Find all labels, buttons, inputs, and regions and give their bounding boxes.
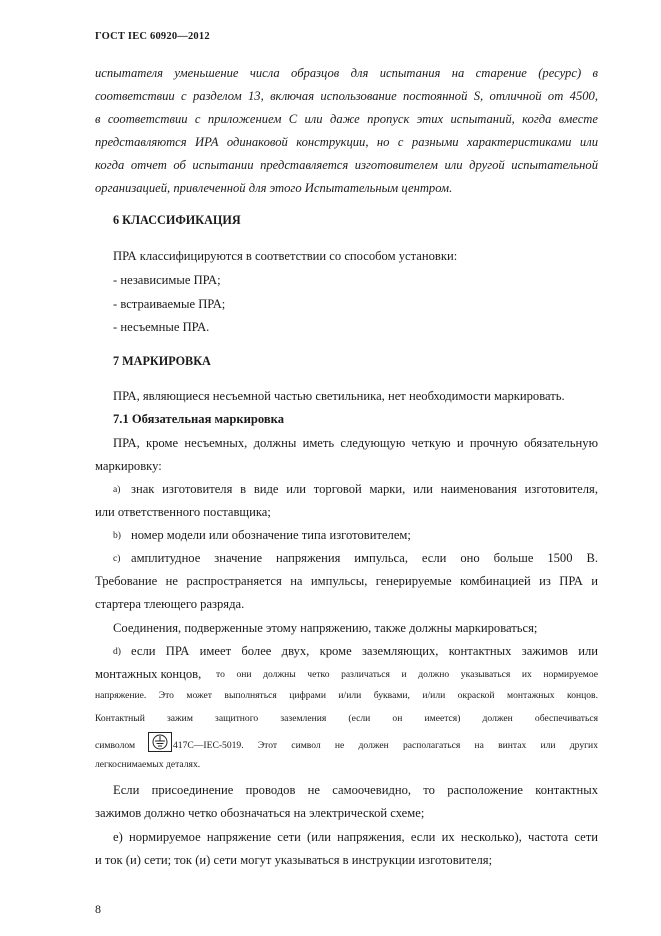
subsection-7-1-title: 7.1 Обязательная маркировка xyxy=(113,412,284,426)
paragraph-line: ПРА, кроме несъемных, должны иметь следующую четкую и прочную обязательную xyxy=(113,436,598,450)
document-header: ГОСТ IEC 60920—2012 xyxy=(95,31,210,42)
intro-line: представляются ИРА одинаковой конструкции, но с разными характеристиками или xyxy=(95,135,598,149)
item-a-line: знак изготовителя в виде или торговой марки, или наименования изготовителя, xyxy=(131,482,598,496)
item-e-line: и ток (и) сети; ток (и) сети могут указываться в инструкции изготовителя; xyxy=(95,853,493,867)
item-c-line: амплитудное значение напряжения импульса, если оно больше 1500 В. xyxy=(131,551,598,565)
item-a-line: или ответственного поставщика; xyxy=(95,505,271,519)
paragraph-line: зажимов должно четко обозначаться на электрической схеме; xyxy=(95,806,425,820)
list-marker-a: а) xyxy=(113,484,121,495)
item-d-line: напряжение. Это может выполняться цифрами и/или буквами, и/или окраской монтажных концов. xyxy=(95,690,598,701)
item-d-line: символом xyxy=(95,740,136,751)
paragraph-line: Если присоединение проводов не самоочевидно, то расположение контактных xyxy=(113,783,598,797)
page-number: 8 xyxy=(95,902,101,916)
intro-line: соответствии с разделом 13, включая использование постоянной S, отличной от 4500, xyxy=(95,89,598,103)
classification-item: - независимые ПРА; xyxy=(113,273,221,287)
section-6-title: 6 КЛАССИФИКАЦИЯ xyxy=(113,213,241,227)
list-marker-c: с) xyxy=(113,553,121,564)
protective-earth-icon xyxy=(148,732,172,752)
section-6-lead: ПРА классифицируются в соответствии со способом установки: xyxy=(113,249,458,263)
intro-line: организацией, привлеченной для этого Испытательным центром. xyxy=(95,181,453,195)
paragraph-line: Соединения, подверженные этому напряжению, также должны маркироваться; xyxy=(113,621,538,635)
intro-line: в соответствии с приложением С или даже пропуск этих испытаний, когда вместе xyxy=(95,112,598,126)
intro-line: испытателя уменьшение числа образцов для испытания на старение (ресурс) в xyxy=(95,66,598,80)
classification-item: - несъемные ПРА. xyxy=(113,320,210,334)
intro-line: когда отчет об испытании представляется изготовителем или другой испытательной xyxy=(95,158,598,172)
list-marker-b: b) xyxy=(113,530,121,541)
item-d-line: 417С—IEC-5019. Этот символ не должен располагаться на винтах или других xyxy=(173,740,598,751)
item-e-line: е) нормируемое напряжение сети (или напряжения, если их несколько), частота сети xyxy=(113,830,598,844)
item-c-line: Требование не распространяется на импульсы, генерируемые комбинацией из ПРА и xyxy=(95,574,598,588)
item-d-line: легкоснимаемых деталях. xyxy=(95,759,201,770)
item-c-line: стартера тлеющего разряда. xyxy=(95,597,245,611)
paragraph-line: маркировку: xyxy=(95,459,162,473)
section-7-title: 7 МАРКИРОВКА xyxy=(113,354,211,368)
list-marker-d: d) xyxy=(113,646,121,657)
item-d-line: если ПРА имеет более двух, кроме заземляющих, контактных зажимов или xyxy=(131,644,598,658)
item-b-line: номер модели или обозначение типа изготовителем; xyxy=(131,528,411,542)
classification-item: - встраиваемые ПРА; xyxy=(113,297,226,311)
item-d-line: то они должны четко различаться и должно указываться их нормируемое xyxy=(216,669,598,680)
section-7-lead: ПРА, являющиеся несъемной частью светильника, нет необходимости маркировать. xyxy=(113,389,565,403)
item-d-line: монтажных концов, xyxy=(95,667,202,681)
item-d-line: Контактный зажим защитного заземления (если он имеется) должен обеспечиваться xyxy=(95,713,598,724)
